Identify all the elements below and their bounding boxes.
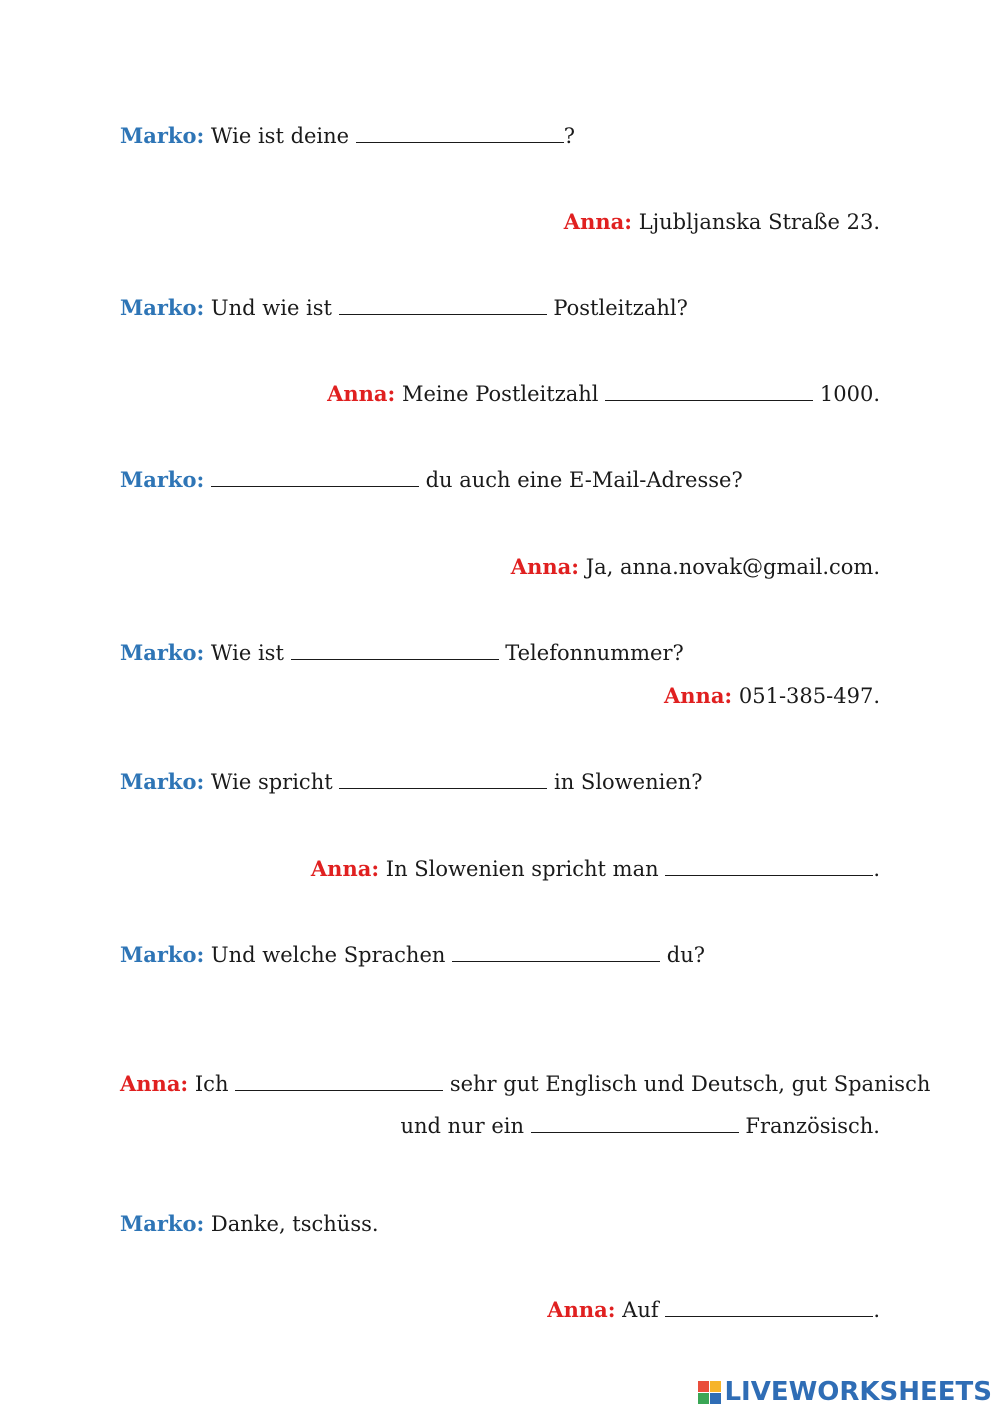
line-text: 1000. — [813, 382, 880, 406]
line-text: Ja, anna.novak@gmail.com. — [585, 555, 880, 579]
line-text: Ljubljanska Straße 23. — [638, 210, 880, 234]
line-text: In Slowenien spricht man — [385, 857, 666, 881]
answer-blank[interactable] — [291, 641, 499, 660]
speaker-label: Anna: — [120, 1071, 189, 1096]
speaker-label: Anna: — [310, 856, 380, 881]
answer-blank[interactable] — [356, 124, 564, 143]
speaker-label: Marko: — [120, 123, 205, 148]
logo-text: LIVEWORKSHEETS — [724, 1377, 992, 1407]
line-text: sehr gut Englisch und Deutsch, gut Spanisch — [443, 1072, 931, 1096]
line-text: 051-385-497. — [738, 684, 880, 708]
speaker-label: Marko: — [120, 769, 205, 794]
line-text: Telefonnummer? — [498, 641, 684, 665]
speaker-label: Anna: — [510, 554, 579, 579]
dialogue-line — [120, 466, 880, 494]
dialogue-line — [120, 1112, 880, 1140]
speaker-label: Anna: — [547, 1297, 616, 1322]
speaker-label: Anna: — [327, 381, 396, 406]
answer-blank[interactable] — [339, 296, 547, 315]
line-text: Und welche Sprachen — [210, 943, 453, 967]
liveworksheets-logo-icon — [698, 1381, 721, 1404]
answer-blank[interactable] — [665, 857, 873, 876]
speaker-label: Marko: — [120, 640, 205, 665]
line-text: du auch eine E-Mail-Adresse? — [418, 468, 743, 492]
dialogue-line — [120, 553, 880, 581]
speaker-label: Anna: — [663, 683, 733, 708]
answer-blank[interactable] — [665, 1298, 873, 1317]
answer-blank[interactable] — [605, 382, 813, 401]
dialogue-line — [120, 1296, 880, 1324]
line-text: Und wie ist — [210, 296, 339, 320]
dialogue-line — [120, 768, 880, 796]
dialogue-line — [120, 1070, 931, 1098]
line-text: Postleitzahl? — [546, 296, 688, 320]
line-text: in Slowenien? — [547, 770, 703, 794]
speaker-label: Marko: — [120, 295, 205, 320]
line-text: ? — [563, 124, 576, 148]
speaker-label: Marko: — [120, 942, 205, 967]
line-text: . — [873, 1298, 880, 1322]
line-text: du? — [660, 943, 705, 967]
answer-blank[interactable] — [339, 770, 547, 789]
speaker-label: Marko: — [120, 1211, 205, 1236]
line-text: Französisch. — [738, 1114, 880, 1138]
answer-blank[interactable] — [211, 468, 419, 487]
dialogue-line — [120, 855, 880, 883]
dialogue-line — [120, 1210, 880, 1238]
line-text: Auf — [622, 1298, 666, 1322]
dialogue-line — [120, 941, 880, 969]
line-text: Wie ist — [210, 641, 291, 665]
liveworksheets-logo — [698, 1377, 992, 1407]
line-text: Ich — [194, 1072, 236, 1096]
dialogue-line — [120, 682, 880, 710]
line-text: Meine Postleitzahl — [401, 382, 606, 406]
line-text: Wie spricht — [210, 770, 340, 794]
dialogue-line — [120, 639, 880, 667]
line-text: . — [873, 857, 880, 881]
line-text: Danke, tschüss. — [210, 1212, 379, 1236]
dialogue-line — [120, 294, 880, 322]
dialogue-line — [120, 208, 880, 236]
line-text: und nur ein — [400, 1114, 531, 1138]
answer-blank[interactable] — [452, 943, 660, 962]
speaker-label: Anna: — [563, 209, 632, 234]
answer-blank[interactable] — [235, 1072, 443, 1091]
line-text: Wie ist deine — [210, 124, 356, 148]
speaker-label: Marko: — [120, 467, 205, 492]
answer-blank[interactable] — [531, 1114, 739, 1133]
dialogue-line — [120, 122, 880, 150]
dialogue-line — [120, 380, 880, 408]
